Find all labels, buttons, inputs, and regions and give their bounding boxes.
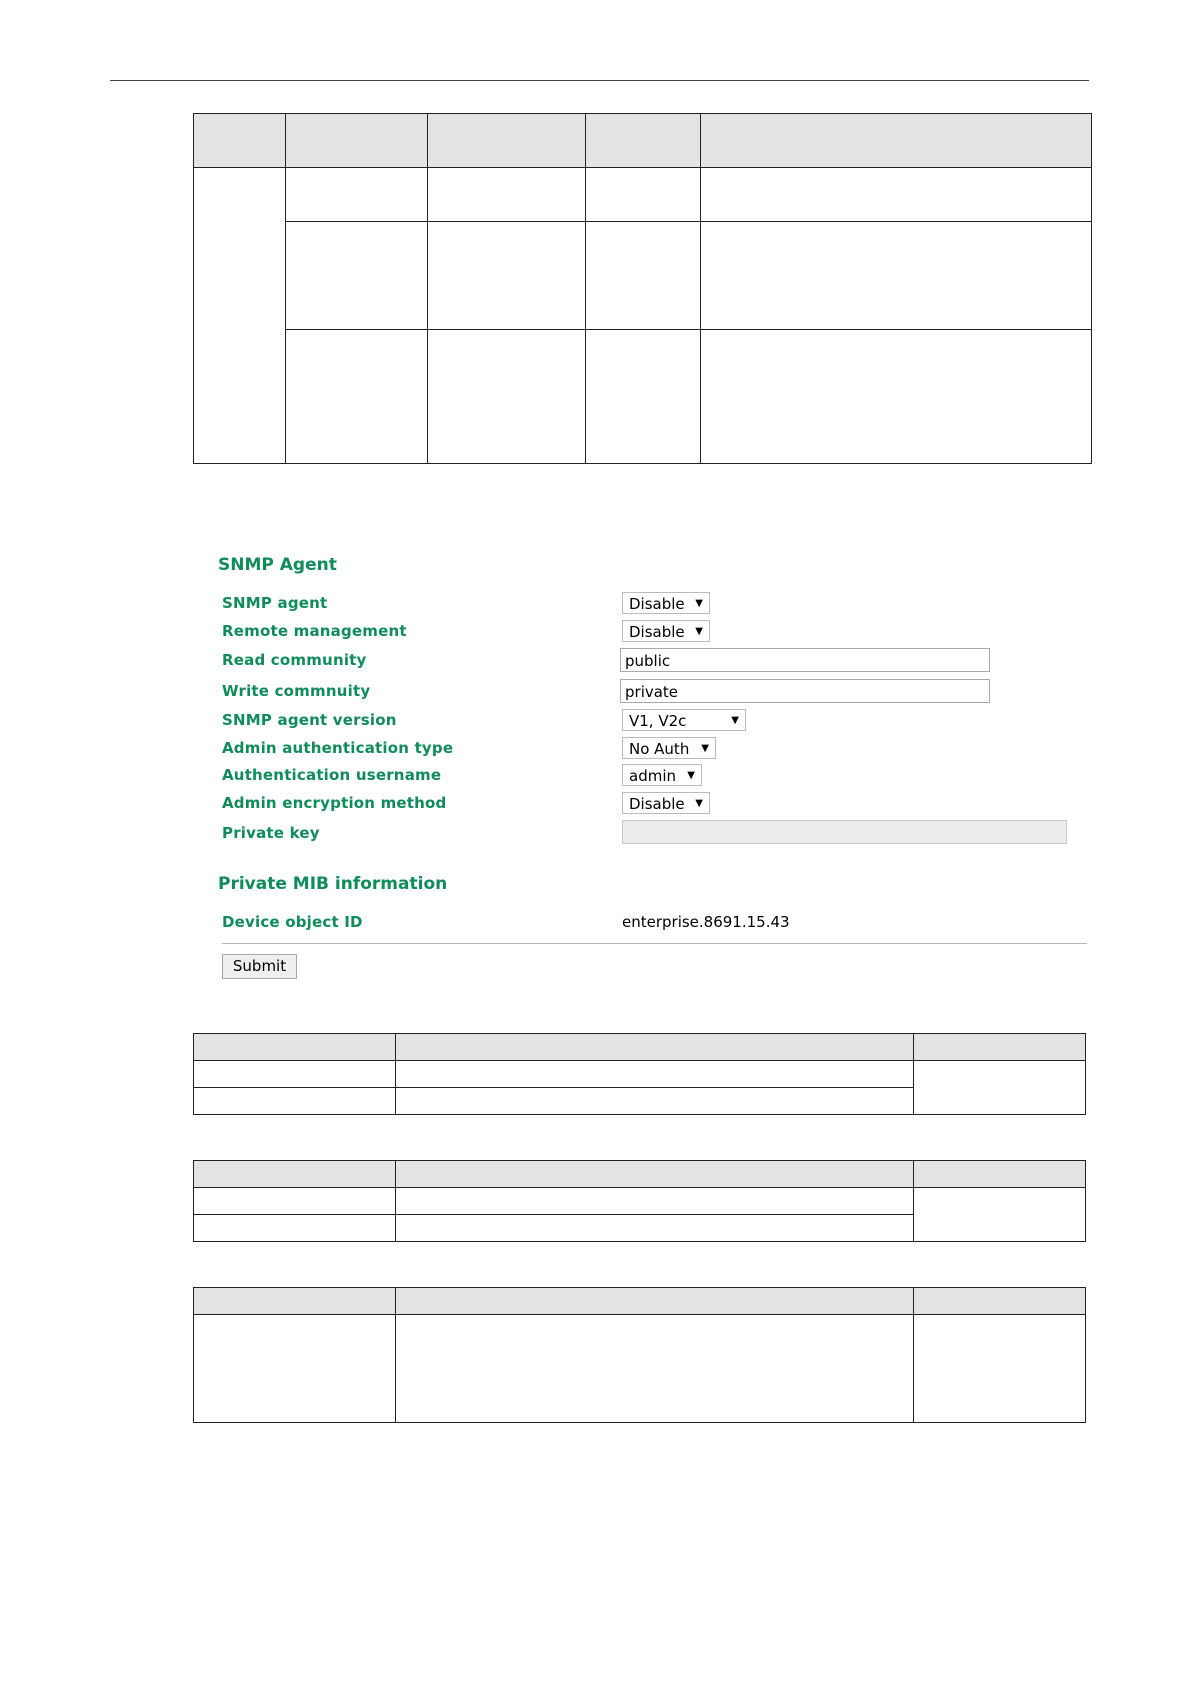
dropdown-arrow-icon: ▼ [701,743,709,754]
private-key-label: Private key [222,824,320,842]
page-header-rule [110,80,1089,81]
form-divider [222,943,1087,944]
auth-username-select-value: admin [629,767,676,785]
table-row [194,330,1092,464]
remote-management-label: Remote management [222,622,407,640]
admin-auth-type-select-value: No Auth [629,740,690,758]
snmp-agent-version-label: SNMP agent version [222,711,397,729]
snmp-agent-version-select-value: V1, V2c [629,712,687,730]
table-row [194,168,1092,222]
admin-auth-type-label: Admin authentication type [222,739,454,757]
private-key-input[interactable] [622,820,1067,844]
table-row [194,1315,1086,1423]
table-row [194,1061,1086,1088]
admin-auth-type-select[interactable] [622,737,716,759]
private-mib-title: Private MIB information [218,874,448,894]
settings-table-3 [193,1287,1086,1423]
dropdown-arrow-icon: ▼ [695,798,703,809]
settings-table-2 [193,1160,1086,1242]
dropdown-arrow-icon: ▼ [731,715,739,726]
read-community-label: Read community [222,651,367,669]
dropdown-arrow-icon: ▼ [695,598,703,609]
table-header-row [194,114,1092,168]
admin-encryption-select-value: Disable [629,795,685,813]
submit-button[interactable]: Submit [222,954,297,979]
admin-encryption-label: Admin encryption method [222,794,447,812]
remote-management-select-value: Disable [629,623,685,641]
device-object-id-value: enterprise.8691.15.43 [622,913,790,931]
dropdown-arrow-icon: ▼ [687,770,695,781]
table-header-row [194,1034,1086,1061]
snmp-agent-version-select[interactable] [622,709,746,731]
snmp-agent-label: SNMP agent [222,594,328,612]
admin-encryption-select[interactable] [622,792,710,814]
snmp-agent-title: SNMP Agent [218,555,337,575]
top-table [193,113,1092,464]
snmp-agent-select-value: Disable [629,595,685,613]
table-row [194,1188,1086,1215]
auth-username-select[interactable] [622,764,702,786]
table-header-row [194,1161,1086,1188]
read-community-input[interactable]: public [620,648,990,672]
snmp-agent-select[interactable] [622,592,710,614]
write-community-input[interactable]: private [620,679,990,703]
table-header-row [194,1288,1086,1315]
settings-table-1 [193,1033,1086,1115]
table-row [194,222,1092,330]
dropdown-arrow-icon: ▼ [695,626,703,637]
remote-management-select[interactable] [622,620,710,642]
auth-username-label: Authentication username [222,766,442,784]
write-community-label: Write commnuity [222,682,371,700]
device-object-id-label: Device object ID [222,913,363,931]
